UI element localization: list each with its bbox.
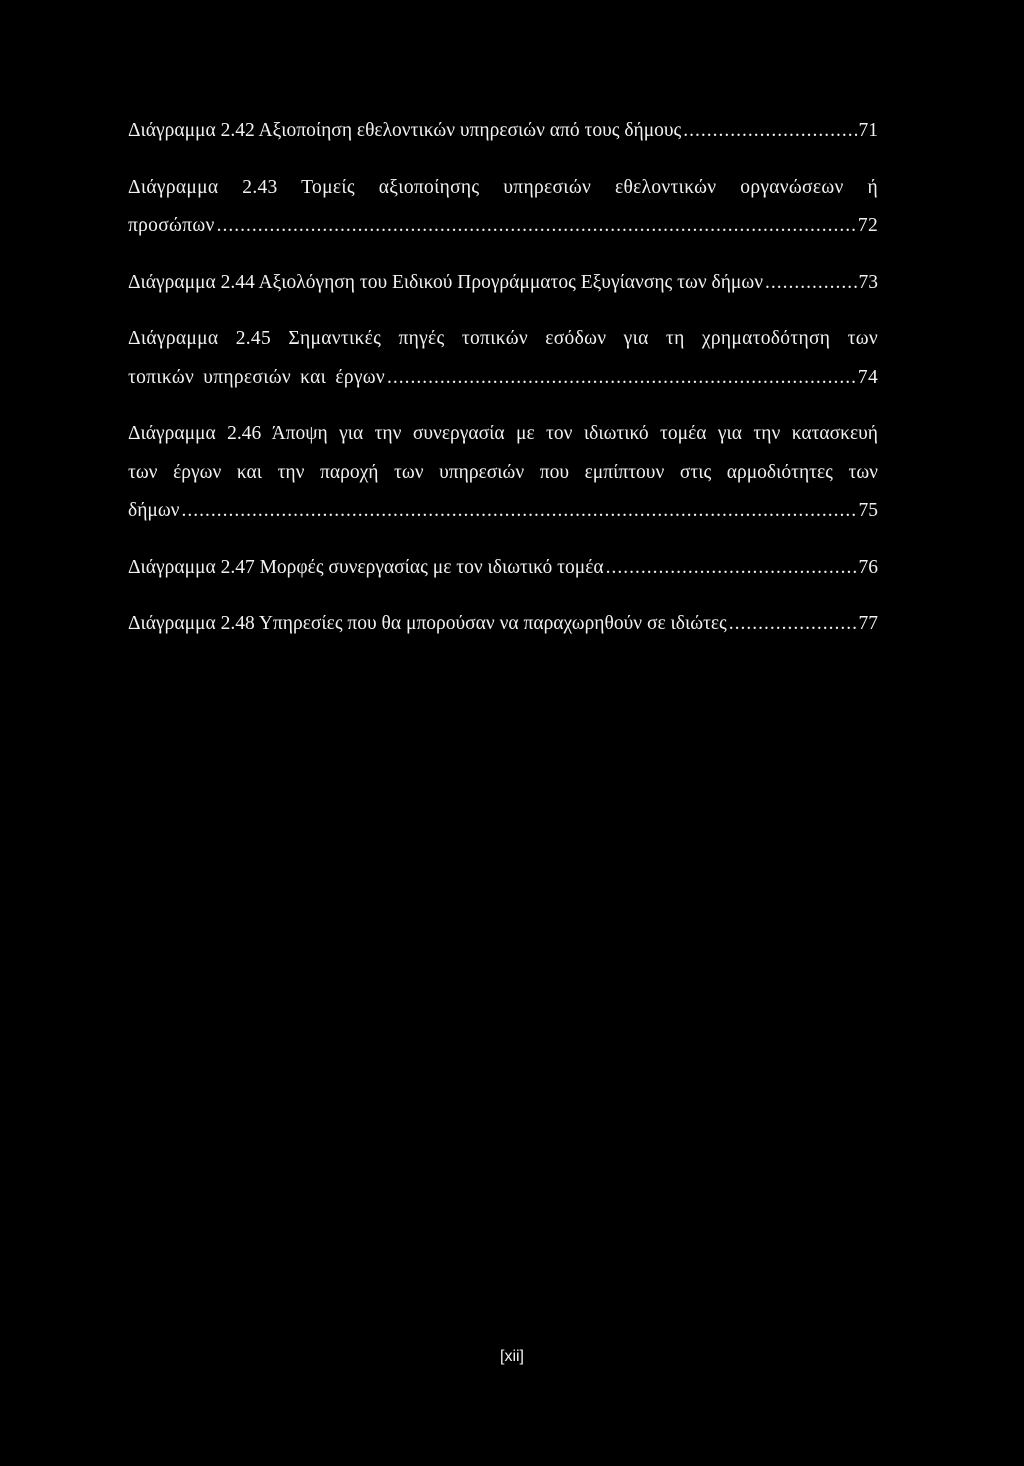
toc-page-number: 75 [858,500,878,521]
toc-page-number: 73 [858,271,878,293]
toc-entry-title: Διάγραμμα 2.47 Μορφές συνεργασίας με τον ιδιωτικό τομέα [128,556,604,578]
toc-entry-title-line: Διάγραμμα 2.45 Σημαντικές πηγές τοπικών εσόδων για τη χρηματοδότηση των [128,328,878,349]
dot-leader [182,492,857,531]
dot-leader [387,359,856,398]
table-of-figures [128,112,878,662]
dot-leader [683,112,856,151]
toc-entry-title-line: των έργων και την παροχή των υπηρεσιών που εμπίπτουν στις αρμοδιότητες των [128,461,878,483]
toc-entry-title-line: τοπικών υπηρεσιών και έργων [128,366,386,388]
toc-entry-title-line: προσώπων [128,215,215,236]
page-number-footer: [xii] [500,1348,524,1365]
toc-page-number: 71 [858,120,878,141]
toc-page-number: 77 [858,613,878,634]
toc-entry-2-46[interactable] [128,415,878,531]
toc-entry-title: Διάγραμμα 2.44 Αξιολόγηση του Ειδικού Προγράμματος Εξυγίανσης των δήμων [128,271,764,293]
toc-entry-2-44[interactable] [128,264,878,303]
toc-entry-2-43[interactable] [128,169,878,246]
toc-page-number: 74 [857,366,878,388]
toc-entry-2-42[interactable] [128,112,878,151]
dot-leader [729,605,857,644]
toc-entry-title-line: Διάγραμμα 2.43 Τομείς αξιοποίησης υπηρεσιών εθελοντικών οργανώσεων ή [128,176,878,198]
toc-entry-2-47[interactable] [128,549,878,588]
toc-page-number: 76 [858,556,878,578]
toc-entry-2-48[interactable] [128,605,878,644]
toc-page-number: 72 [857,215,878,236]
dot-leader [217,207,856,246]
toc-entry-title: Διάγραμμα 2.48 Υπηρεσίες που θα μπορούσαν να παραχωρηθούν σε ιδιώτες [128,613,727,634]
dot-leader [765,264,856,303]
dot-leader [606,549,857,588]
toc-entry-title-line: δήμων [128,500,180,521]
toc-entry-title-line: Διάγραμμα 2.46 Άποψη για την συνεργασία με τον ιδιωτικό τομέα για την κατασκευή [128,423,878,444]
toc-entry-2-45[interactable] [128,320,878,397]
toc-entry-title: Διάγραμμα 2.42 Αξιοποίηση εθελοντικών υπηρεσιών από τους δήμους [128,120,682,141]
